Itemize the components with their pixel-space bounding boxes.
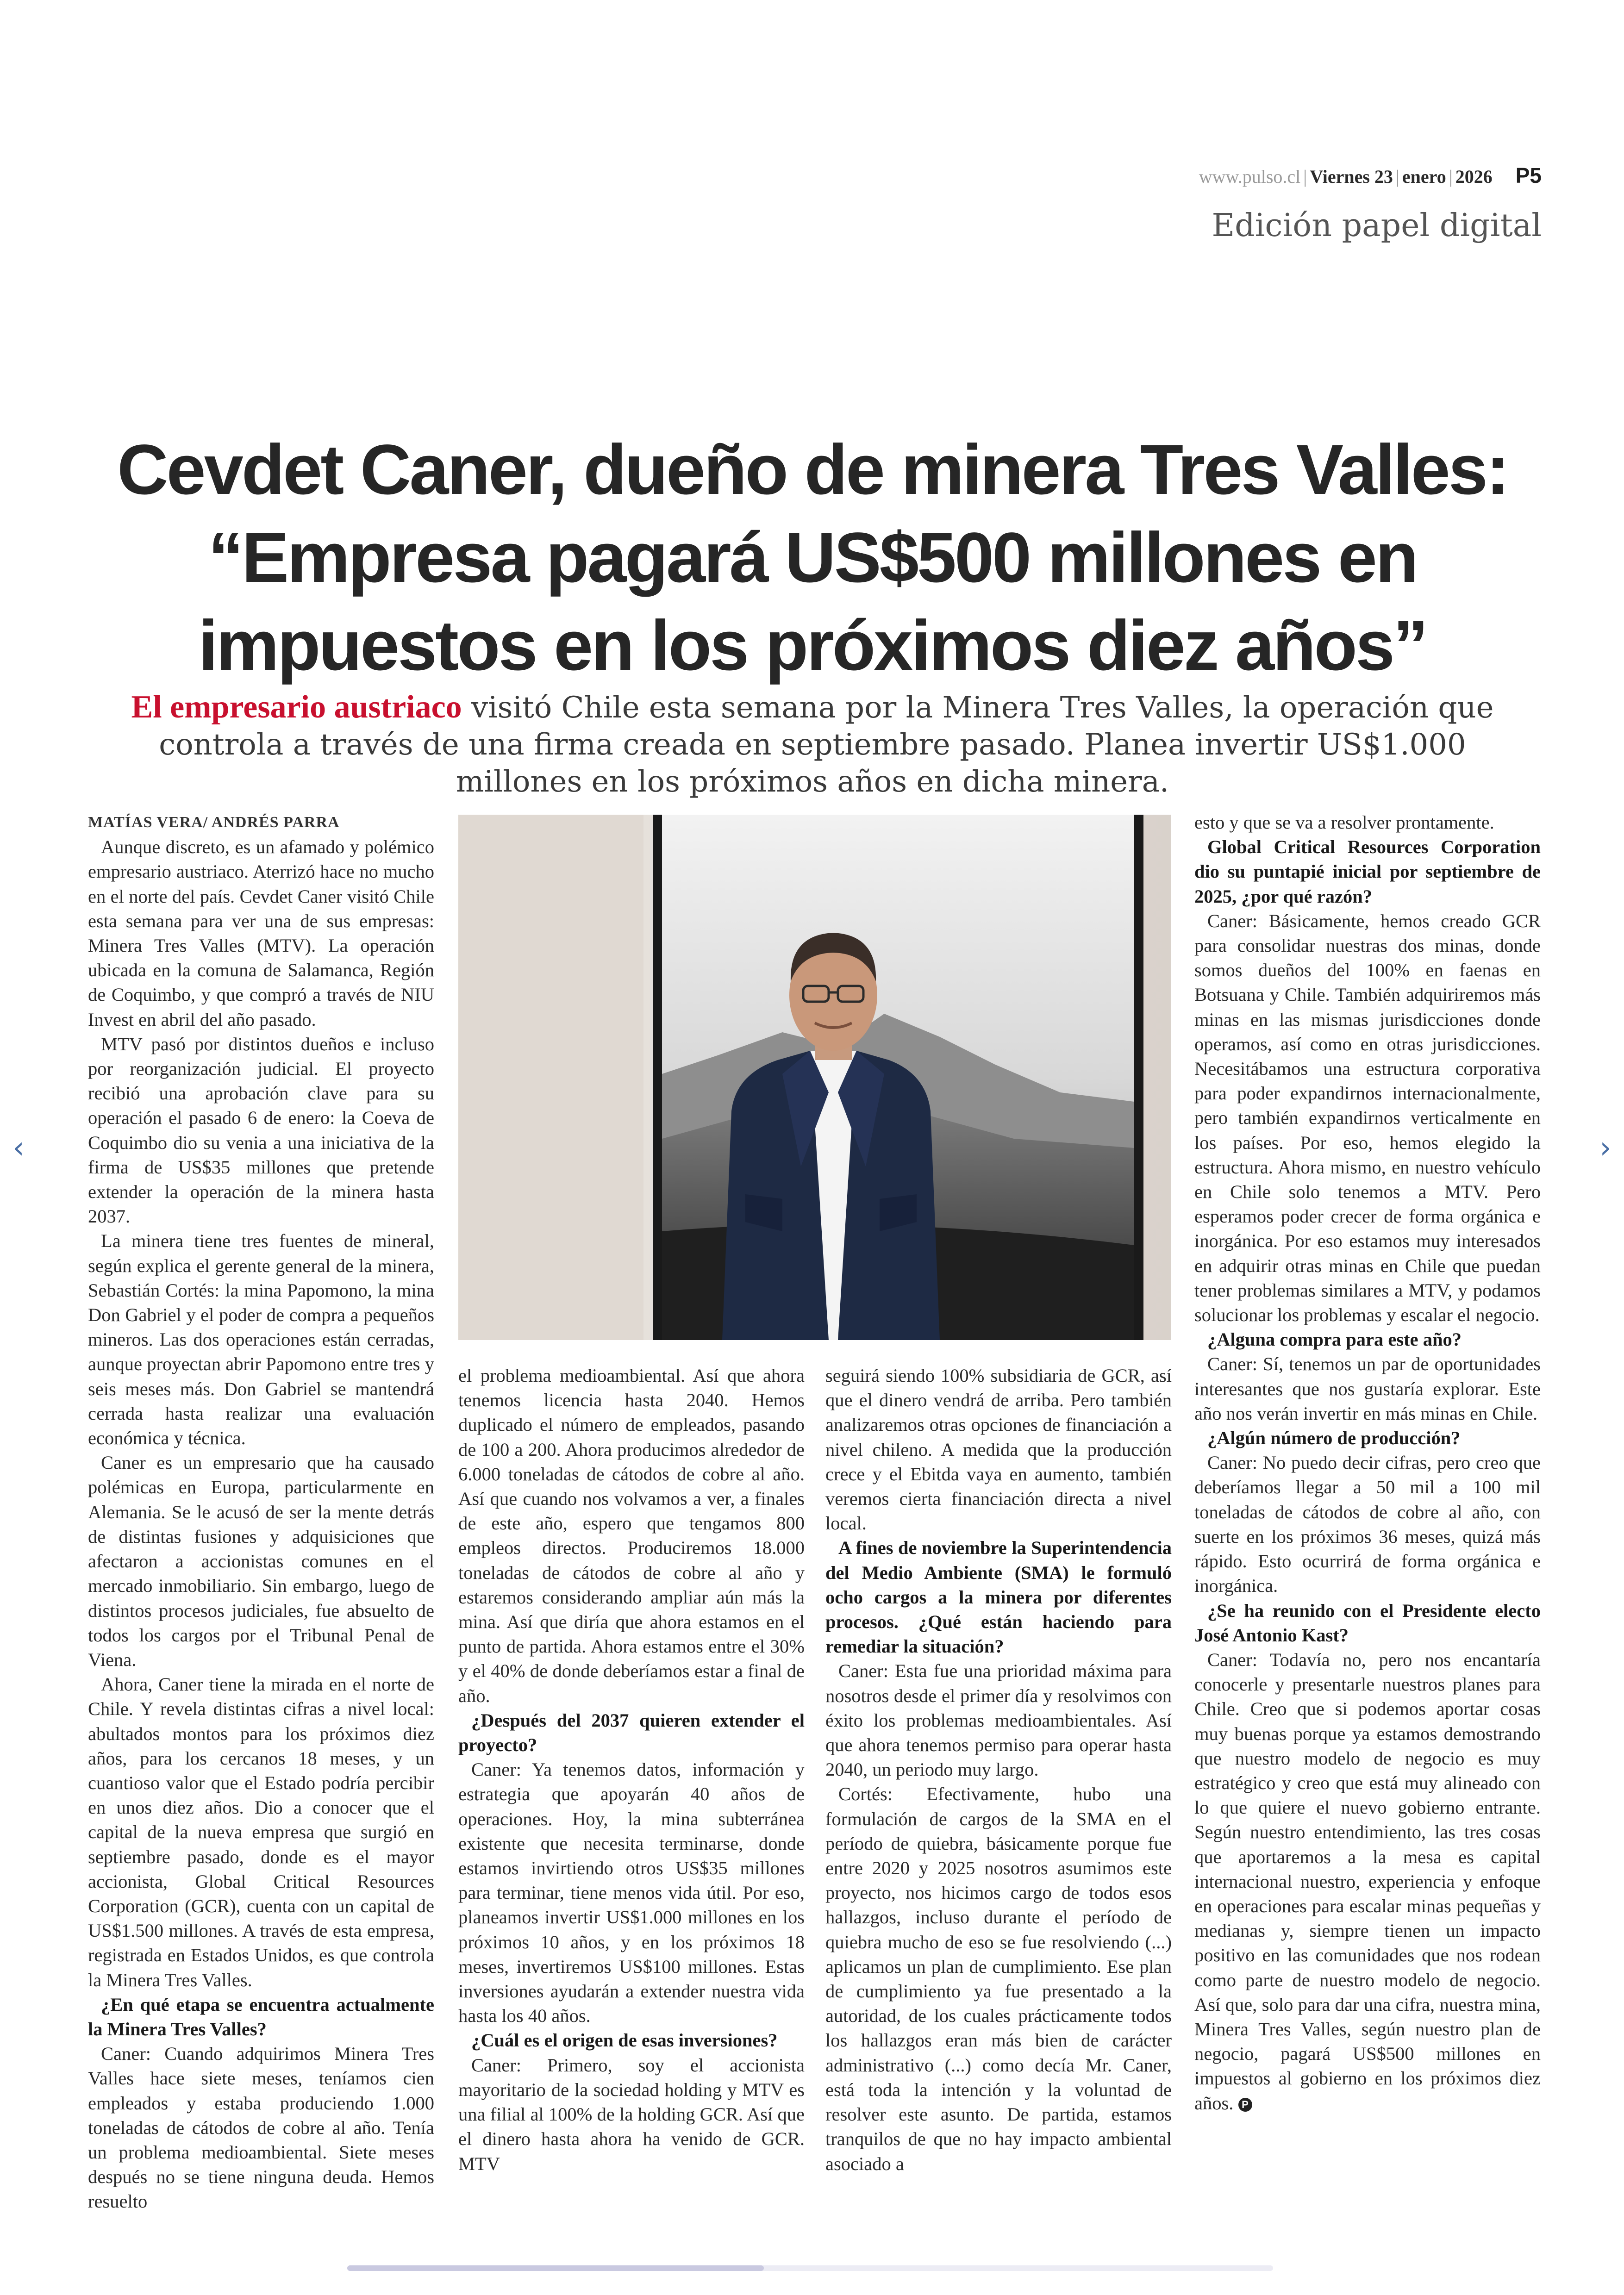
paragraph: esto y que se va a resolver prontamente. [1194, 812, 1494, 833]
headline-line: impuestos en los próximos diez años” [198, 606, 1427, 685]
horizontal-scrollbar[interactable] [347, 2265, 1273, 2271]
lead-kicker: El empresario austriaco [131, 689, 462, 725]
paragraph: Caner: Básicamente, hemos creado GCR para consolidar nuestras dos minas, donde somos dueños del 100% en faenas en Botsuana y Chile. También adquiriremos más minas en las mismas jurisdicciones donde operamos, así como en otras jurisdicciones. Necesitábamos una estructura corporativa para poder expandirnos internacionalmente, pero también expandirnos verticalmente en los países. Por eso, hemos elegido la estructura. Ahora mismo, en nuestro vehículo en Chile solo tenemos a MTV. Pero esperamos poder crecer de forma orgánica e inorgánica. Por eso estamos muy interesados en adquirir otras minas en Chile que puedan tener problemas similares a MTV, y podamos solucionar los problemas y escalar el negocio. [1194, 910, 1541, 1326]
chevron-left-icon: ‹ [12, 1131, 25, 1165]
interview-question: Global Critical Resources Corporation dio su puntapié inicial por septiembre de 2025, ¿por qué razón? [1194, 836, 1541, 907]
page-number: P5 [1515, 163, 1542, 187]
interview-question: A fines de noviembre la Superintendencia del Medio Ambiente (SMA) le formuló ocho cargos a la minera por diferentes procesos. ¿Qué están haciendo para remediar la situación? [825, 1537, 1172, 1657]
masthead: www.pulso.cl | Viernes 23 | enero | 2026 P5 [1199, 163, 1542, 187]
article-column-4 [1194, 810, 1541, 2115]
next-page-button[interactable] [1592, 1129, 1619, 1166]
lead-paragraph [97, 689, 1528, 800]
article-column-3 [825, 1363, 1172, 2176]
paragraph: Caner: No puedo decir cifras, pero creo que deberíamos llegar a 50 mil a 100 mil toneladas de cátodos de cobre al año, con suerte en los próximos 36 meses, quizá más rápido. Esto ocurrirá de forma orgánica e inorgánica. [1194, 1452, 1541, 1597]
paragraph: seguirá siendo 100% subsidiaria de GCR, así que el dinero vendrá de arriba. Pero también analizaremos otras opciones de financiación a nivel chileno. A medida que la producción crece y el Ebitda vaya en aumento, también veremos cierta financiación directa a nivel local. [825, 1365, 1172, 1534]
interview-question: ¿Se ha reunido con el Presidente electo José Antonio Kast? [1194, 1600, 1541, 1646]
article-column-2 [458, 1363, 805, 2176]
interview-question: ¿Después del 2037 quieren extender el proyecto? [458, 1709, 805, 1756]
paragraph: Aunque discreto, es un afamado y polémico empresario austriaco. Aterrizó hace no mucho en el norte del país. Cevdet Caner visitó Chile esta semana para ver una de sus empresas: Minera Tres Valles (MTV). La operación ubicada en la comuna de Salamanca, Región de Coquimbo, y que compró a través de NIU Invest en abril del año pasado. [88, 836, 434, 1030]
previous-page-button[interactable] [5, 1129, 32, 1166]
paragraph: Caner: Cuando adquirimos Minera Tres Valles hace siete meses, teníamos cien empleados y estaba produciendo 1.000 toneladas de cátodos de cobre al año. Tenía un problema medioambiental. Siete meses después no se tiene ninguna deuda. Hemos resuelto [88, 2043, 434, 2212]
headline [69, 426, 1555, 690]
headline-line: “Empresa pagará US$500 millones en [208, 518, 1417, 597]
paragraph: MTV pasó por distintos dueños e incluso por reorganización judicial. El proyecto recibió una aprobación clave para su operación el pasado 6 de enero: la Coeva de Coquimbo dio su venia a una iniciativa de la firma de US$35 millones que pretende extender la operación de la minera hasta 2037. [88, 1033, 434, 1227]
issue-month: enero [1402, 166, 1446, 187]
paragraph: Caner: Primero, soy el accionista mayoritario de la sociedad holding y MTV es una filial al 100% de la holding GCR. Así que el dinero hasta ahora ha venido de GCR. MTV [458, 2054, 805, 2174]
paragraph: Cortés: Efectivamente, hubo una formulación de cargos de la SMA en el período de quiebra, básicamente porque fue entre 2020 y 2025 nosotros asumimos este proyecto, nos hicimos cargo de todos esos hallazgos, incluso durante el período de quiebra mucho de eso se fue resolviendo (...) aplicamos un plan de cumplimiento. Ese plan de cumplimiento ya fue presentado a la autoridad, de los cuales prácticamente todos los hallazgos eran más bien de carácter administrativo (...) como decía Mr. Caner, está toda la intención y la voluntad de resolver este asunto. De partida, estamos tranquilos de que no hay impacto ambiental asociado a [825, 1784, 1172, 2174]
headline-line: Cevdet Caner, dueño de minera Tres Valles: [117, 430, 1508, 509]
paragraph: Ahora, Caner tiene la mirada en el norte de Chile. Y revela distintas cifras a nivel local: abultados montos para los próximos diez años, para los cercanos 18 meses, y un cuantioso valor que el Estado podría percibir en unos diez años. Dio a conocer que el capital de la nueva empresa que surgió en septiembre pasado, donde es el mayor accionista, Global Critical Resources Corporation (GCR), cuenta con un capital de US$1.500 millones. A través de esta empresa, registrada en Estados Unidos, es que controla la Minera Tres Valles. [88, 1674, 434, 1990]
interview-question: ¿Algún número de producción? [1207, 1428, 1461, 1449]
site-url[interactable]: www.pulso.cl [1199, 166, 1301, 187]
scrollbar-thumb[interactable] [347, 2265, 764, 2271]
end-mark-icon: P [1238, 2098, 1252, 2112]
chevron-right-icon: › [1599, 1131, 1612, 1165]
byline: MATÍAS VERA/ ANDRÉS PARRA [88, 814, 340, 831]
edition-label: Edición papel digital [1212, 207, 1542, 244]
lead-text: visitó Chile esta semana por la Minera Tres Valles, la operación que controla a través de una firma creada en septiembre pasado. Planea invertir US$1.000 millones en los próximos años en dicha minera. [159, 691, 1494, 799]
interview-question: ¿Alguna compra para este año? [1207, 1329, 1462, 1350]
interview-question: ¿En qué etapa se encuentra actualmente la Minera Tres Valles? [88, 1994, 434, 2039]
article-photo [458, 815, 1171, 1340]
paragraph: Caner es un empresario que ha causado polémicas en Europa, particularmente en Alemania. Se le acusó de ser la mente detrás de distintas fusiones y adquisiciones que afectaron a accionistas comunes en el mercado inmobiliario. Sin embargo, luego de distintos procesos judiciales, fue absuelto de todos los cargos por el Tribunal Penal de Viena. [88, 1452, 434, 1670]
paragraph: el problema medioambiental. Así que ahora tenemos licencia hasta 2040. Hemos duplicado el número de empleados, pasando de 100 a 200. Ahora producimos alrededor de 6.000 toneladas de cátodos de cobre al año. Así que cuando nos volvamos a ver, a finales de este año, espero que tengamos 800 empleos directos. Produciremos 18.000 toneladas de cátodos de cobre al año y estaremos considerando ampliar aún más la mina. Así que diría que ahora estamos en el punto de partida. Ahora estamos entre el 30% y el 40% de donde deberíamos estar a final de año. [458, 1365, 805, 1706]
paragraph: La minera tiene tres fuentes de mineral, según explica el gerente general de la minera, Sebastián Cortés: la mina Papomono, la mina Don Gabriel y el poder de compra a pequeños mineros. Las dos operaciones están cerradas, aunque proyectan abrir Papomono entre tres y seis meses más. Don Gabriel se mantendrá cerrada hasta realizar una evaluación económica y técnica. [88, 1230, 434, 1449]
issue-day: Viernes 23 [1310, 166, 1393, 187]
interview-question: ¿Cuál es el origen de esas inversiones? [471, 2030, 778, 2051]
portrait-photo [458, 815, 1171, 1340]
paragraph-text: Caner: Todavía no, pero nos encantaría conocerle y presentarle nuestros planes para Chile. Creo que si podemos aportar cosas muy buenas porque ya estamos demostrando que nuestro modelo de negocio es muy estratégico y creo que está muy alineado con lo que quiere el nuevo gobierno entrante. Según nuestro entendimiento, las tres cosas que aportaremos a la mesa es capital internacional nuestro, experiencia y enfoque en operaciones para escalar minas pequeñas y medianas y, siempre tienen un impacto positivo en las comunidades que nos rodean como parte de nuestro modelo de negocio. Así que, solo para dar una cifra, nuestra mina, Minera Tres Valles, según nuestro plan de negocio, pagará US$500 millones en impuestos al gobierno en los próximos diez años. [1194, 1649, 1541, 2114]
paragraph: Caner: Sí, tenemos un par de oportunidades interesantes que nos gustaría explorar. Este año nos verán invertir en más minas en Chile. [1194, 1353, 1541, 1424]
paragraph: Caner: Ya tenemos datos, información y estrategia que apoyarán 40 años de operaciones. Hoy, la mina subterránea existente que necesita terminarse, donde estamos invirtiendo otros US$35 millones para terminar, tiene menos vida útil. Por eso, planeamos invertir US$1.000 millones en los próximos 10 años, y en los próximos 18 meses, invertiremos US$100 millones. Estas inversiones ayudarán a extender nuestra vida hasta los 40 años. [458, 1759, 805, 2027]
paragraph: Caner: Esta fue una prioridad máxima para nosotros desde el primer día y resolvimos con éxito los problemas medioambientales. Así que ahora tenemos permiso para operar hasta 2040, un periodo muy largo. [825, 1660, 1172, 1780]
article-column-1 [88, 810, 434, 2214]
issue-year: 2026 [1455, 166, 1493, 187]
paragraph [1194, 1647, 1541, 2115]
